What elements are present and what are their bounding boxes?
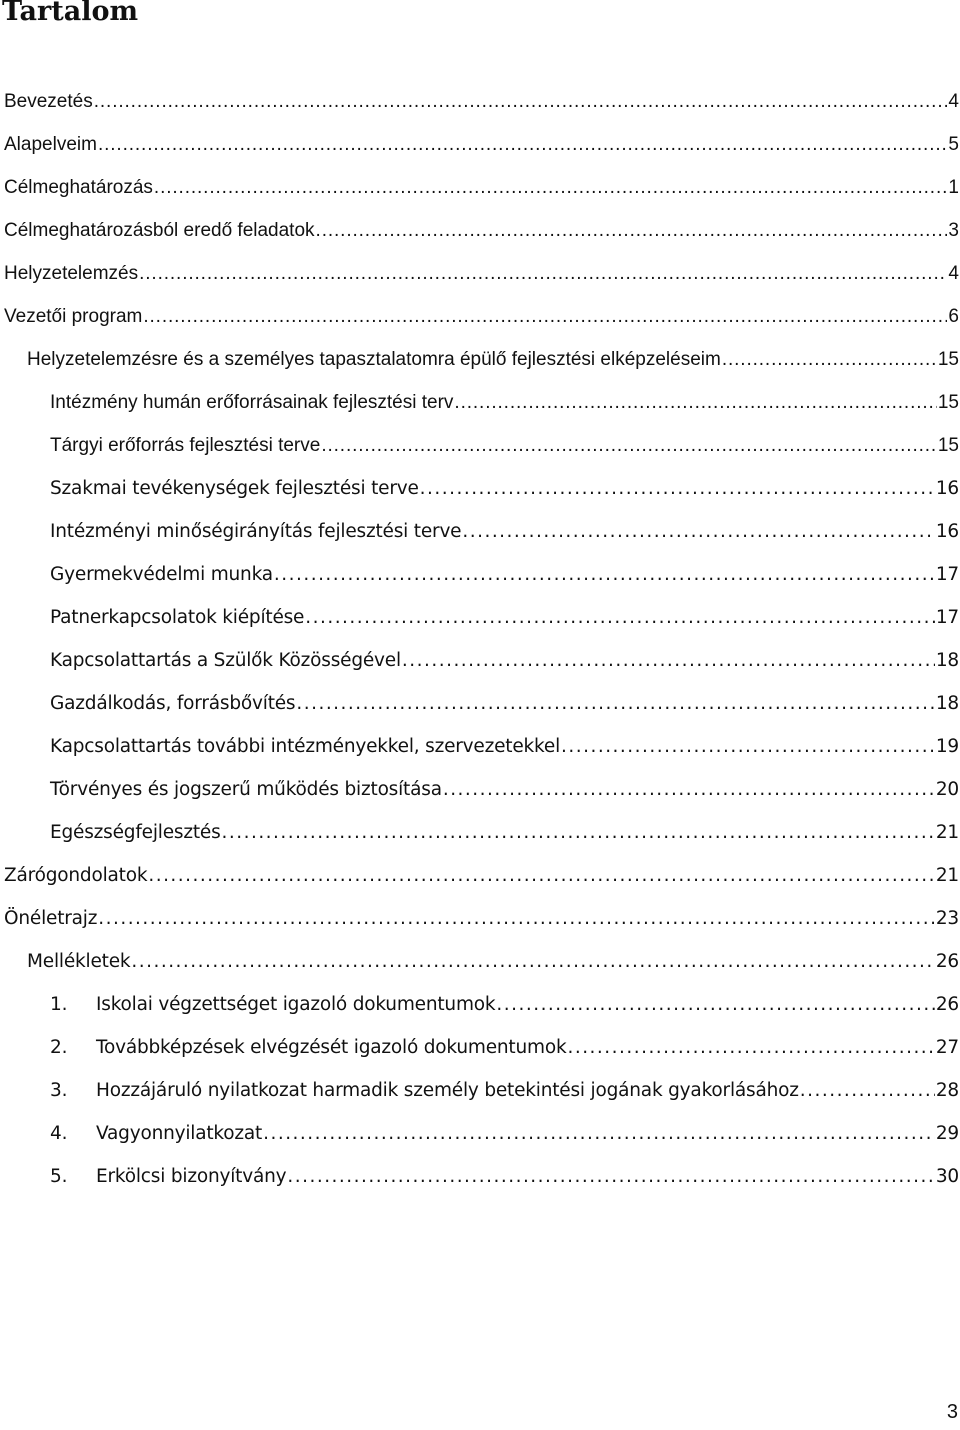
- toc-entry-label: Intézmény humán erőforrásainak fejlesztési terv: [50, 392, 454, 413]
- dot-leader: [462, 510, 934, 553]
- toc-entry-label: Helyzetelemzés: [4, 263, 139, 284]
- toc-entry-label: Gyermekvédelmi munka: [50, 564, 273, 585]
- toc-entry[interactable]: [27, 338, 960, 381]
- toc-entry[interactable]: [50, 1026, 960, 1069]
- toc-entry[interactable]: [50, 510, 960, 553]
- toc-entry-page: 29: [935, 1123, 959, 1144]
- dot-leader: [454, 381, 936, 424]
- toc-entry-page: 27: [935, 1037, 959, 1058]
- dot-leader: [321, 424, 937, 467]
- toc-entry-page: 16: [935, 521, 959, 542]
- toc-entry-label: Továbbképzések elvégzését igazoló dokumentumok: [96, 1037, 567, 1058]
- dot-leader: [94, 80, 948, 123]
- toc-entry-page: 5: [948, 134, 959, 155]
- toc-entry-page: 28: [935, 1080, 959, 1101]
- dot-leader: [722, 338, 937, 381]
- toc-entry[interactable]: [4, 166, 960, 209]
- toc-entry[interactable]: [50, 553, 960, 596]
- dot-leader: [263, 1112, 935, 1155]
- toc-entry-label: Gazdálkodás, forrásbővítés: [50, 693, 296, 714]
- toc-entry-page: 17: [935, 607, 959, 628]
- toc-entry-page: 1: [948, 177, 959, 198]
- toc-entry-page: 21: [935, 822, 959, 843]
- dot-leader: [316, 209, 948, 252]
- toc-entry-label: Kapcsolattartás a Szülők Közösségével: [50, 650, 401, 671]
- toc-entry-number: 3.: [50, 1080, 68, 1101]
- page-title: Tartalom: [2, 0, 139, 27]
- toc-entry-page: 15: [937, 435, 959, 456]
- toc-entry-label: Patnerkapcsolatok kiépítése: [50, 607, 305, 628]
- toc-entry[interactable]: [4, 80, 960, 123]
- toc-entry-page: 26: [935, 994, 959, 1015]
- toc-entry[interactable]: [50, 983, 960, 1026]
- dot-leader: [131, 940, 934, 983]
- toc-entry[interactable]: [50, 424, 960, 467]
- dot-leader: [567, 1026, 934, 1069]
- toc-entry[interactable]: [4, 209, 960, 252]
- toc-entry-page: 15: [937, 392, 959, 413]
- dot-leader: [143, 295, 947, 338]
- toc-entry-label: Törvényes és jogszerű működés biztosítása: [50, 779, 442, 800]
- toc-entry-page: 17: [935, 564, 959, 585]
- toc-entry[interactable]: [50, 811, 960, 854]
- dot-leader: [420, 467, 935, 510]
- toc-entry[interactable]: [50, 1155, 960, 1198]
- toc-entry-label: Bevezetés: [4, 91, 93, 112]
- toc-entry-page: 26: [935, 951, 959, 972]
- dot-leader: [496, 983, 934, 1026]
- toc-entry-page: 15: [937, 349, 959, 370]
- dot-leader: [800, 1069, 935, 1112]
- toc-entry[interactable]: [4, 295, 960, 338]
- toc-entry[interactable]: [4, 252, 960, 295]
- dot-leader: [305, 596, 935, 639]
- toc-entry-label: Hozzájáruló nyilatkozat harmadik személy betekintési jogának gyakorlásához: [96, 1080, 799, 1101]
- toc-entry-label: Vezetői program: [4, 306, 143, 327]
- toc-entry[interactable]: [50, 1069, 960, 1112]
- dot-leader: [561, 725, 935, 768]
- toc-entry[interactable]: [4, 854, 960, 897]
- toc-entry[interactable]: [50, 725, 960, 768]
- toc-entry-label: Alapelveim: [4, 134, 97, 155]
- dot-leader: [154, 166, 948, 209]
- toc-entry-label: Egészségfejlesztés: [50, 822, 221, 843]
- toc-entry-label: Zárógondolatok: [4, 865, 148, 886]
- toc-entry-label: Iskolai végzettséget igazoló dokumentumok: [96, 994, 496, 1015]
- dot-leader: [148, 854, 935, 897]
- toc-entry-label: Célmeghatározás: [4, 177, 153, 198]
- toc-entry[interactable]: [50, 639, 960, 682]
- dot-leader: [274, 553, 935, 596]
- toc-entry-page: 30: [935, 1166, 959, 1187]
- dot-leader: [402, 639, 935, 682]
- toc-entry[interactable]: [27, 940, 960, 983]
- toc-entry-label: Célmeghatározásból eredő feladatok: [4, 220, 315, 241]
- toc-entry-number: 4.: [50, 1123, 68, 1144]
- toc-entry-label: Helyzetelemzésre és a személyes tapasztalatomra épülő fejlesztési elképzeléseim: [27, 349, 721, 370]
- toc-entry-label: Tárgyi erőforrás fejlesztési terve: [50, 435, 321, 456]
- toc-entry-label: Önéletrajz: [4, 908, 98, 929]
- toc-entry-page: 18: [935, 693, 959, 714]
- toc-entry-page: 4: [948, 91, 959, 112]
- toc-entry[interactable]: [50, 1112, 960, 1155]
- page-number: 3: [946, 1401, 958, 1423]
- dot-leader: [98, 897, 935, 940]
- toc-entry-page: 23: [935, 908, 959, 929]
- toc-entry-page: 4: [948, 263, 959, 284]
- toc-entry[interactable]: [50, 467, 960, 510]
- toc-entry[interactable]: [50, 682, 960, 725]
- toc-entry-page: 20: [935, 779, 959, 800]
- toc-entry-page: 18: [935, 650, 959, 671]
- toc-entry-page: 3: [948, 220, 959, 241]
- dot-leader: [98, 123, 947, 166]
- toc-entry-page: 21: [935, 865, 959, 886]
- dot-leader: [139, 252, 947, 295]
- dot-leader: [222, 811, 935, 854]
- toc-entry-number: 1.: [50, 994, 68, 1015]
- toc-entry-label: Szakmai tevékenységek fejlesztési terve: [50, 478, 419, 499]
- toc-entry-page: 6: [948, 306, 959, 327]
- toc-entry-label: Kapcsolattartás további intézményekkel, szervezetekkel: [50, 736, 561, 757]
- toc-entry[interactable]: [4, 897, 960, 940]
- toc-entry-label: Erkölcsi bizonyítvány: [96, 1166, 287, 1187]
- toc-entry-page: 16: [935, 478, 959, 499]
- toc-entry-label: Vagyonnyilatkozat: [96, 1123, 263, 1144]
- toc-entry-label: Intézményi minőségirányítás fejlesztési terve: [50, 521, 462, 542]
- toc-entry-number: 2.: [50, 1037, 68, 1058]
- toc-entry[interactable]: [50, 596, 960, 639]
- toc-entry-number: 5.: [50, 1166, 68, 1187]
- toc-entry-page: 19: [935, 736, 959, 757]
- toc-entry[interactable]: [50, 768, 960, 811]
- toc-entry[interactable]: [4, 123, 960, 166]
- dot-leader: [287, 1155, 934, 1198]
- dot-leader: [296, 682, 934, 725]
- toc-entry-label: Mellékletek: [27, 951, 131, 972]
- toc-entry[interactable]: [50, 381, 960, 424]
- dot-leader: [443, 768, 935, 811]
